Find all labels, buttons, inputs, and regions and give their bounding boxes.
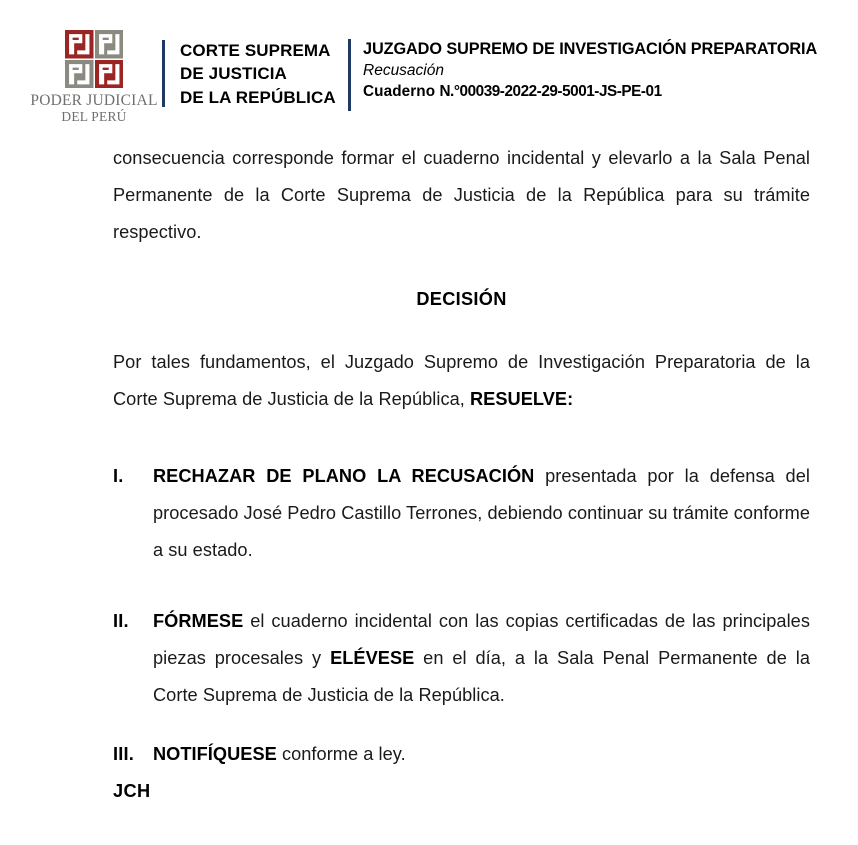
item-lead-emphasis: FÓRMESE <box>153 611 244 631</box>
item-second-emphasis: ELÉVESE <box>330 648 415 668</box>
item-rest-text: conforme a ley. <box>276 744 406 764</box>
item-lead-emphasis: NOTIFÍQUESE <box>153 744 277 764</box>
item-lead-emphasis: RECHAZAR DE PLANO LA RECUSACIÓN <box>153 466 535 486</box>
spacer <box>113 251 810 281</box>
spacer <box>113 318 810 344</box>
item-numeral: I. <box>113 466 124 486</box>
court-title: JUZGADO SUPREMO DE INVESTIGACIÓN PREPARATORIA <box>363 40 818 58</box>
item-numeral: III. <box>113 744 135 764</box>
resolution-item-1 <box>113 458 810 569</box>
case-number: N.°00039-2022-29-5001-JS-PE-01 <box>439 82 662 100</box>
case-label: Cuaderno <box>363 82 436 100</box>
spacer <box>113 714 810 736</box>
resolution-verb: RESUELVE <box>470 389 568 409</box>
pj-monogram-icon <box>65 30 94 59</box>
institution-line3: DE LA REPÚBLICA <box>180 87 336 107</box>
item-body <box>153 736 810 773</box>
poder-judicial-logo-icon <box>65 30 123 88</box>
signature-initials: JCH <box>113 781 151 801</box>
logo-cell-bottom-right <box>95 60 124 89</box>
case-number-line <box>363 82 858 103</box>
item-mid-text: el cuaderno incidental con las copias certificadas de las principales piezas procesales y <box>153 611 810 668</box>
item-numeral: II. <box>113 611 129 631</box>
header-divider-rule-2 <box>348 39 351 111</box>
logo-cell-bottom-left <box>65 60 94 89</box>
intro-paragraph: consecuencia corresponde formar el cuaderno incidental y elevarlo a la Sala Penal Permanente de la Corte Suprema de Justicia de la República para su trámite respectivo. <box>113 148 810 242</box>
document-body <box>113 140 810 810</box>
institution-line1: CORTE SUPREMA <box>180 41 331 60</box>
poder-judicial-logo-block <box>26 30 162 124</box>
item-body <box>153 458 810 569</box>
pj-monogram-icon <box>95 30 124 59</box>
document-header <box>0 0 858 128</box>
court-subject: Recusación <box>363 61 444 79</box>
item-rest-text: presentada por la defensa del procesado José Pedro Castillo Terrones, debiendo continuar su trámite conforme a su estado. <box>153 466 810 560</box>
resolution-item-2 <box>113 603 810 714</box>
resolution-intro-paragraph <box>113 344 810 418</box>
court-identification <box>363 30 858 102</box>
institution-line2: DE JUSTICIA <box>180 64 287 84</box>
logo-cell-top-left <box>65 30 94 59</box>
logo-wordmark-line2: DEL PERÚ <box>61 108 127 124</box>
spacer <box>113 418 810 458</box>
resolution-colon: : <box>567 389 574 409</box>
institution-name <box>180 30 348 109</box>
header-divider-rule-1 <box>162 40 165 107</box>
logo-wordmark <box>30 93 157 124</box>
spacer <box>113 569 810 603</box>
pj-monogram-icon <box>65 60 94 89</box>
logo-cell-top-right <box>95 30 124 59</box>
pj-monogram-icon <box>95 60 124 89</box>
decision-heading: DECISIÓN <box>416 289 507 309</box>
resolution-item-3 <box>113 736 810 773</box>
item-body <box>153 603 810 714</box>
item-rest-text: en el día, a la Sala Penal Permanente de la Corte Suprema de Justicia de la República. <box>153 648 811 705</box>
resolution-intro-text: Por tales fundamentos, el Juzgado Supremo de Investigación Preparatoria de la Corte Suprema de Justicia de la República, <box>113 352 810 409</box>
logo-wordmark-line1: PODER JUDICIAL <box>30 92 158 109</box>
